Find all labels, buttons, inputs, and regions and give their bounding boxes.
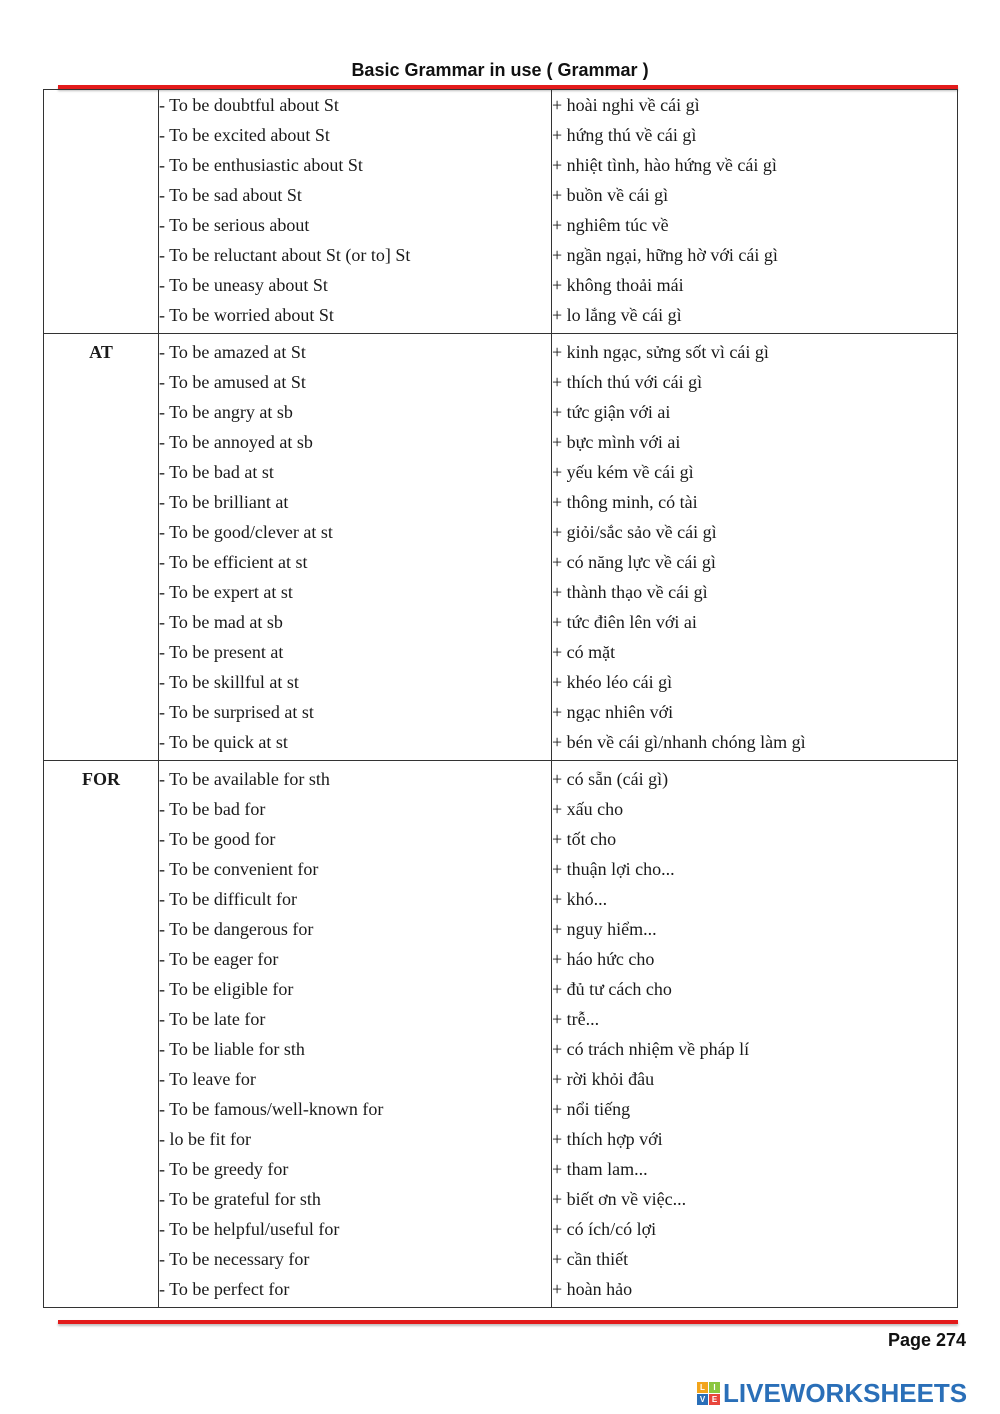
phrase-text: - To be good for	[159, 829, 276, 849]
logo-letter: L	[697, 1382, 708, 1393]
preposition-cell	[44, 334, 159, 761]
grammar-table-body	[44, 90, 958, 1308]
liveworksheets-brand[interactable]	[697, 1378, 967, 1409]
meaning-text: + có trách nhiệm về pháp lí	[552, 1039, 750, 1059]
phrase-text: - To be quick at st	[159, 732, 288, 752]
phrase-text: - To be doubtful about St	[159, 95, 339, 115]
meaning-cell	[552, 334, 958, 761]
phrase-cell	[159, 334, 552, 761]
preposition-label	[44, 90, 158, 120]
meaning-text: + tham lam...	[552, 1159, 648, 1179]
meaning-cell	[552, 90, 958, 334]
phrase-cell	[159, 90, 552, 334]
phrase-text: - To be surprised at st	[159, 702, 314, 722]
phrase-text: - To be greedy for	[159, 1159, 289, 1179]
phrase-text: - To be available for sth	[159, 769, 330, 789]
meaning-text: + không thoải mái	[552, 275, 684, 295]
meaning-text: + yếu kém về cái gì	[552, 462, 694, 482]
meaning-text: + trễ...	[552, 1009, 600, 1029]
page-header-title: Basic Grammar in use ( Grammar )	[351, 60, 649, 80]
brand-name: LIVEWORKSHEETS	[723, 1378, 968, 1408]
meaning-text: + ngạc nhiên với	[552, 702, 674, 722]
meaning-text: + hứng thú về cái gì	[552, 125, 697, 145]
meaning-text: + có sẵn (cái gì)	[552, 769, 669, 789]
preposition-cell	[44, 90, 159, 334]
preposition-group	[44, 761, 958, 1308]
logo-letter: V	[697, 1394, 708, 1405]
meaning-text: + thích hợp với	[552, 1129, 663, 1149]
preposition-cell	[44, 761, 159, 1308]
preposition-group	[44, 334, 958, 761]
meaning-text: + bén về cái gì/nhanh chóng làm gì	[552, 732, 806, 752]
liveworksheets-logo-icon	[697, 1382, 720, 1405]
phrase-text: - To be sad about St	[159, 185, 302, 205]
phrase-text: - To be eligible for	[159, 979, 294, 999]
phrase-text: - To be skillful at st	[159, 672, 299, 692]
phrase-text: - To be perfect for	[159, 1279, 290, 1299]
meaning-text: + có mặt	[552, 642, 616, 662]
phrase-text: - To be excited about St	[159, 125, 330, 145]
phrase-text: - To be liable for sth	[159, 1039, 305, 1059]
phrase-text: - To be good/clever at st	[159, 522, 333, 542]
phrase-text: - To be famous/well-known for	[159, 1099, 384, 1119]
meaning-text: + khó...	[552, 889, 608, 909]
meaning-text: + háo hức cho	[552, 949, 655, 969]
meaning-text: + có năng lực về cái gì	[552, 552, 716, 572]
meaning-text: + bực mình với ai	[552, 432, 681, 452]
phrase-text: - To be annoyed at sb	[159, 432, 313, 452]
meaning-text: + hoài nghi về cái gì	[552, 95, 700, 115]
page-number: Page 274	[887, 1330, 966, 1350]
phrase-text: - To be bad at st	[159, 462, 274, 482]
meaning-text: + kinh ngạc, sửng sốt vì cái gì	[552, 342, 769, 362]
meaning-text: + hoàn hảo	[552, 1279, 633, 1299]
phrase-text: - To be uneasy about St	[159, 275, 328, 295]
meaning-text: + khéo léo cái gì	[552, 672, 673, 692]
phrase-text: - To be amused at St	[159, 372, 306, 392]
meaning-text: + thuận lợi cho...	[552, 859, 675, 879]
logo-letter: E	[709, 1394, 720, 1405]
phrase-text: - To be angry at sb	[159, 402, 293, 422]
meaning-text: + tức giận với ai	[552, 402, 671, 422]
meaning-text: + nhiệt tình, hào hứng về cái gì	[552, 155, 777, 175]
footer-rule	[58, 1320, 958, 1324]
phrase-text: - lo be fit for	[159, 1129, 251, 1149]
phrase-text: - To be worried about St	[159, 305, 334, 325]
phrase-text: - To be expert at st	[159, 582, 293, 602]
meaning-text: + thích thú với cái gì	[552, 372, 703, 392]
phrase-text: - To be enthusiastic about St	[159, 155, 363, 175]
phrase-text: - To be helpful/useful for	[159, 1219, 340, 1239]
meaning-text: + biết ơn về việc...	[552, 1189, 687, 1209]
meaning-cell	[552, 761, 958, 1308]
meaning-text: + tốt cho	[552, 829, 617, 849]
meaning-text: + có ích/có lợi	[552, 1219, 657, 1239]
phrase-text: - To be eager for	[159, 949, 279, 969]
phrase-text: - To be convenient for	[159, 859, 319, 879]
meaning-text: + nghiêm túc về	[552, 215, 669, 235]
phrase-text: - To be mad at sb	[159, 612, 283, 632]
preposition-label: FOR	[82, 769, 120, 789]
meaning-text: + ngần ngại, hững hờ với cái gì	[552, 245, 778, 265]
phrase-text: - To be dangerous for	[159, 919, 314, 939]
phrase-text: - To leave for	[159, 1069, 256, 1089]
meaning-text: + thành thạo về cái gì	[552, 582, 708, 602]
meaning-text: + đủ tư cách cho	[552, 979, 672, 999]
meaning-text: + buồn về cái gì	[552, 185, 669, 205]
meaning-text: + rời khỏi đâu	[552, 1069, 655, 1089]
phrase-text: - To be bad for	[159, 799, 266, 819]
phrase-text: - To be late for	[159, 1009, 266, 1029]
phrase-text: - To be grateful for sth	[159, 1189, 321, 1209]
logo-letter: I	[709, 1382, 720, 1393]
phrase-text: - To be difficult for	[159, 889, 298, 909]
phrase-text: - To be present at	[159, 642, 284, 662]
phrase-text: - To be brilliant at	[159, 492, 289, 512]
meaning-text: + nổi tiếng	[552, 1099, 631, 1119]
preposition-label: AT	[89, 342, 113, 362]
meaning-text: + lo lắng về cái gì	[552, 305, 682, 325]
phrase-text: - To be amazed at St	[159, 342, 306, 362]
phrase-text: - To be necessary for	[159, 1249, 310, 1269]
meaning-text: + cần thiết	[552, 1249, 629, 1269]
preposition-group	[44, 90, 958, 334]
grammar-table	[43, 89, 958, 1308]
meaning-text: + xấu cho	[552, 799, 624, 819]
phrase-text: - To be reluctant about St (or to] St	[159, 245, 411, 265]
phrase-text: - To be serious about	[159, 215, 310, 235]
phrase-cell	[159, 761, 552, 1308]
meaning-text: + thông minh, có tài	[552, 492, 698, 512]
meaning-text: + giỏi/sắc sảo về cái gì	[552, 522, 717, 542]
meaning-text: + nguy hiểm...	[552, 919, 657, 939]
meaning-text: + tức điên lên với ai	[552, 612, 697, 632]
phrase-text: - To be efficient at st	[159, 552, 308, 572]
